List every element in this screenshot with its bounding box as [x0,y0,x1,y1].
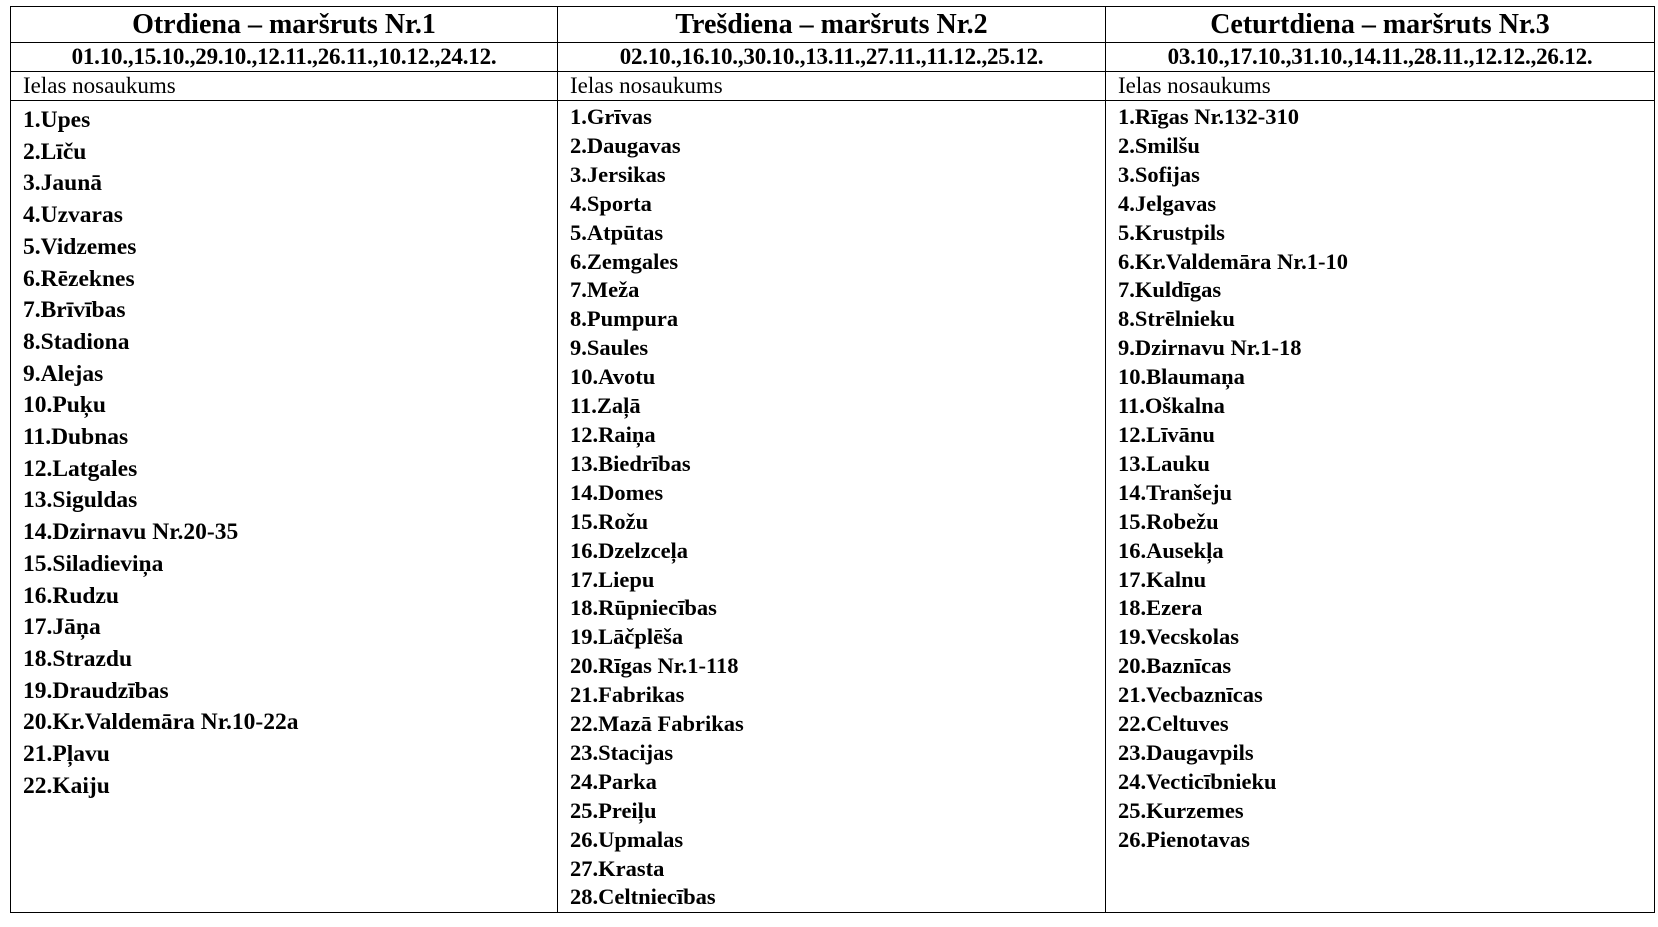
street-list-item: 21.Vecbaznīcas [1118,682,1263,708]
street-list-item: 12.Raiņa [570,421,656,447]
street-list-item: 15.Robežu [1118,508,1219,534]
street-list-item: 2.Līču [23,138,87,165]
street-list-item: 12.Latgales [23,455,138,482]
street-list-item: 5.Krustpils [1118,219,1225,245]
street-list-item: 22.Mazā Fabrikas [570,711,744,737]
street-list-item: 1.Rīgas Nr.132-310 [1118,104,1300,129]
street-list-item: 19.Lāčplēša [570,624,684,650]
route-2-dates: 02.10.,16.10.,30.10.,13.11.,27.11.,11.12.,25.12. [558,43,1106,72]
route-3-title: Ceturtdiena – maršruts Nr.3 [1106,7,1655,43]
street-list-item: 14.Domes [570,479,664,505]
street-list-item: 8.Pumpura [570,306,679,332]
street-list-item: 8.Stadiona [23,328,130,355]
route-1-streets-cell [11,101,558,913]
street-list-item: 1.Upes [23,107,91,133]
street-list-item: 16.Rudzu [23,582,119,609]
street-list-item: 3.Sofijas [1118,161,1200,187]
street-list-item: 9.Saules [570,335,649,361]
street-list-item: 12.Līvānu [1118,421,1215,447]
street-list-item: 14.Tranšeju [1118,479,1232,505]
street-list-item: 23.Daugavpils [1118,739,1254,765]
street-list-item: 24.Parka [570,768,657,794]
street-list-item: 6.Rēzeknes [23,265,135,292]
street-list-item: 22.Kaiju [23,772,110,799]
street-list-item: 15.Rožu [570,508,649,534]
street-list-item: 17.Liepu [570,566,655,592]
street-list-item: 1.Grīvas [570,104,652,129]
street-list-item: 25.Preiļu [570,797,657,823]
street-list-item: 2.Daugavas [570,132,681,158]
street-list-item: 8.Strēlnieku [1118,306,1235,332]
street-list-item: 18.Ezera [1118,595,1203,621]
street-list-item: 18.Rūpniecības [570,595,717,621]
street-list-item: 2.Smilšu [1118,132,1200,158]
street-list-item: 23.Stacijas [570,739,674,765]
street-list-item: 24.Vecticībnieku [1118,768,1277,794]
route-1-title: Otrdiena – maršruts Nr.1 [11,7,558,43]
street-list-item: 19.Vecskolas [1118,624,1240,650]
street-list-item: 13.Biedrības [570,450,691,476]
route-2-subheader: Ielas nosaukums [558,72,1106,101]
route-2-street-list [558,101,1105,912]
street-list-item: 3.Jaunā [23,170,103,197]
street-list-item: 7.Meža [570,277,640,303]
title-row [11,7,1655,43]
street-list-item: 13.Lauku [1118,450,1210,476]
street-list-item: 6.Zemgales [570,248,679,274]
street-list-item: 27.Krasta [570,855,665,881]
street-list-item: 7.Kuldīgas [1118,277,1222,303]
route-3-streets-cell [1106,101,1655,913]
street-list-item: 10.Puķu [23,392,106,419]
route-3-dates: 03.10.,17.10.,31.10.,14.11.,28.11.,12.12.,26.12. [1106,43,1655,72]
street-list-item: 5.Atpūtas [570,219,664,245]
street-list-item: 20.Baznīcas [1118,653,1232,679]
street-list-item: 7.Brīvības [23,297,126,324]
street-list-item: 22.Celtuves [1118,711,1229,737]
route-3-street-list [1106,101,1654,855]
street-list-item: 5.Vidzemes [23,233,137,260]
route-schedule-table [10,6,1655,913]
street-list-item: 6.Kr.Valdemāra Nr.1-10 [1118,248,1348,274]
street-list-item: 15.Siladieviņa [23,550,164,577]
street-list-item: 26.Pienotavas [1118,826,1250,852]
street-list-item: 10.Blaumaņa [1118,364,1245,390]
street-list-item: 18.Strazdu [23,645,133,672]
street-list-item: 17.Jāņa [23,614,101,641]
street-list-item: 16.Ausekļa [1118,537,1224,563]
route-3-subheader: Ielas nosaukums [1106,72,1655,101]
route-1-dates: 01.10.,15.10.,29.10.,12.11.,26.11.,10.12.,24.12. [11,43,558,72]
street-list-item: 11.Dubnas [23,424,129,451]
street-list-item: 9.Dzirnavu Nr.1-18 [1118,335,1302,361]
street-list-item: 21.Pļavu [23,741,110,768]
street-list-item: 4.Jelgavas [1118,190,1217,216]
route-2-title: Trešdiena – maršruts Nr.2 [558,7,1106,43]
street-list-item: 20.Kr.Valdemāra Nr.10-22a [23,709,299,736]
street-list-item: 19.Draudzības [23,677,169,704]
street-list-item: 21.Fabrikas [570,682,685,708]
street-list-item: 11.Oškalna [1118,393,1225,419]
streets-row [11,101,1655,913]
subheader-row [11,72,1655,101]
route-1-subheader: Ielas nosaukums [11,72,558,101]
street-list-item: 13.Siguldas [23,487,138,514]
street-list-item: 25.Kurzemes [1118,797,1244,823]
street-list-item: 20.Rīgas Nr.1-118 [570,653,739,679]
street-list-item: 26.Upmalas [570,826,684,852]
street-list-item: 11.Zaļā [570,393,641,419]
dates-row [11,43,1655,72]
street-list-item: 3.Jersikas [570,161,666,187]
street-list-item: 16.Dzelzceļa [570,537,689,563]
street-list-item: 14.Dzirnavu Nr.20-35 [23,519,239,546]
street-list-item: 4.Uzvaras [23,202,123,229]
street-list-item: 28.Celtniecības [570,884,716,910]
street-list-item: 17.Kalnu [1118,566,1207,592]
street-list-item: 10.Avotu [570,364,656,390]
street-list-item: 4.Sporta [570,190,652,216]
route-2-streets-cell [558,101,1106,913]
street-list-item: 9.Alejas [23,360,104,387]
route-1-street-list [11,101,557,802]
